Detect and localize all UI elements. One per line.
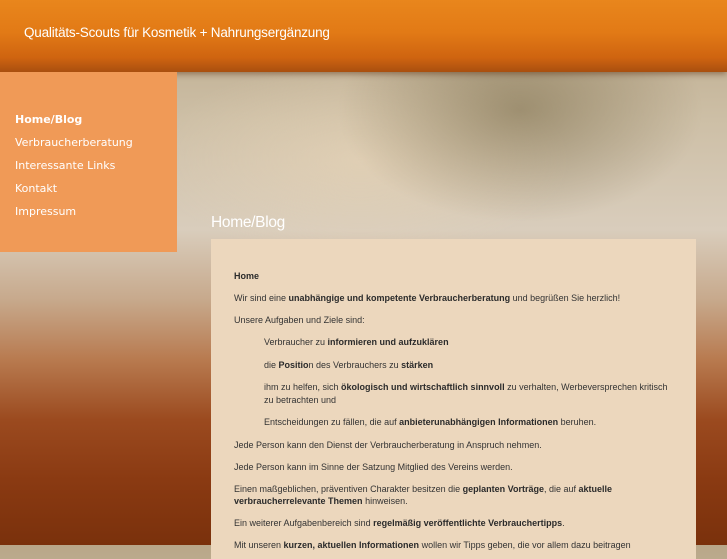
goal-item: ihm zu helfen, sich ökologisch und wirtschaftlich sinnvoll zu verhalten, Werbeversprechen kritisch zu betrachten und	[264, 382, 668, 405]
goals-intro: Unsere Aufgaben und Ziele sind:	[234, 315, 365, 325]
content-paragraph: Ein weiterer Aufgabenbereich sind regelmäßig veröffentlichte Verbrauchertipps.	[234, 518, 565, 528]
nav-item-impressum[interactable]: Impressum	[15, 205, 77, 218]
nav-item-home-blog[interactable]: Home/Blog	[15, 113, 83, 126]
nav-item-interessante-links[interactable]: Interessante Links	[15, 159, 116, 172]
goal-item: Verbraucher zu informieren und aufzuklären	[264, 337, 449, 347]
sidebar	[0, 72, 177, 252]
content-paragraph: Einen maßgeblichen, präventiven Charakter besitzen die geplanten Vorträge, die auf aktuelle verbraucherrelevante Themen hinweisen.	[234, 483, 613, 506]
goal-item: die Position des Verbrauchers zu stärken	[264, 359, 434, 370]
goal-item: Entscheidungen zu fällen, die auf anbieterunabhängigen Informationen beruhen.	[264, 417, 597, 427]
content-panel	[211, 239, 696, 559]
content-paragraph: Jede Person kann im Sinne der Satzung Mitglied des Vereins werden.	[234, 461, 513, 472]
main-nav	[15, 113, 133, 228]
nav-item-verbraucherberatung[interactable]: Verbraucherberatung	[15, 136, 133, 149]
nav-item-kontakt[interactable]: Kontakt	[15, 182, 58, 195]
content-paragraph: Mit unseren kurzen, aktuellen Informationen wollen wir Tipps geben, die vor allem dazu beitragen	[234, 540, 631, 550]
intro-paragraph: Wir sind eine unabhängige und kompetente Verbraucherberatung und begrüßen Sie herzlich!	[234, 293, 621, 303]
site-header	[0, 0, 727, 72]
page-heading: Home/Blog	[211, 214, 285, 231]
site-title[interactable]: Qualitäts-Scouts für Kosmetik + Nahrungsergänzung	[24, 25, 330, 40]
content-paragraph: Jede Person kann den Dienst der Verbraucherberatung in Anspruch nehmen.	[234, 439, 542, 450]
content-title: Home	[234, 271, 260, 281]
